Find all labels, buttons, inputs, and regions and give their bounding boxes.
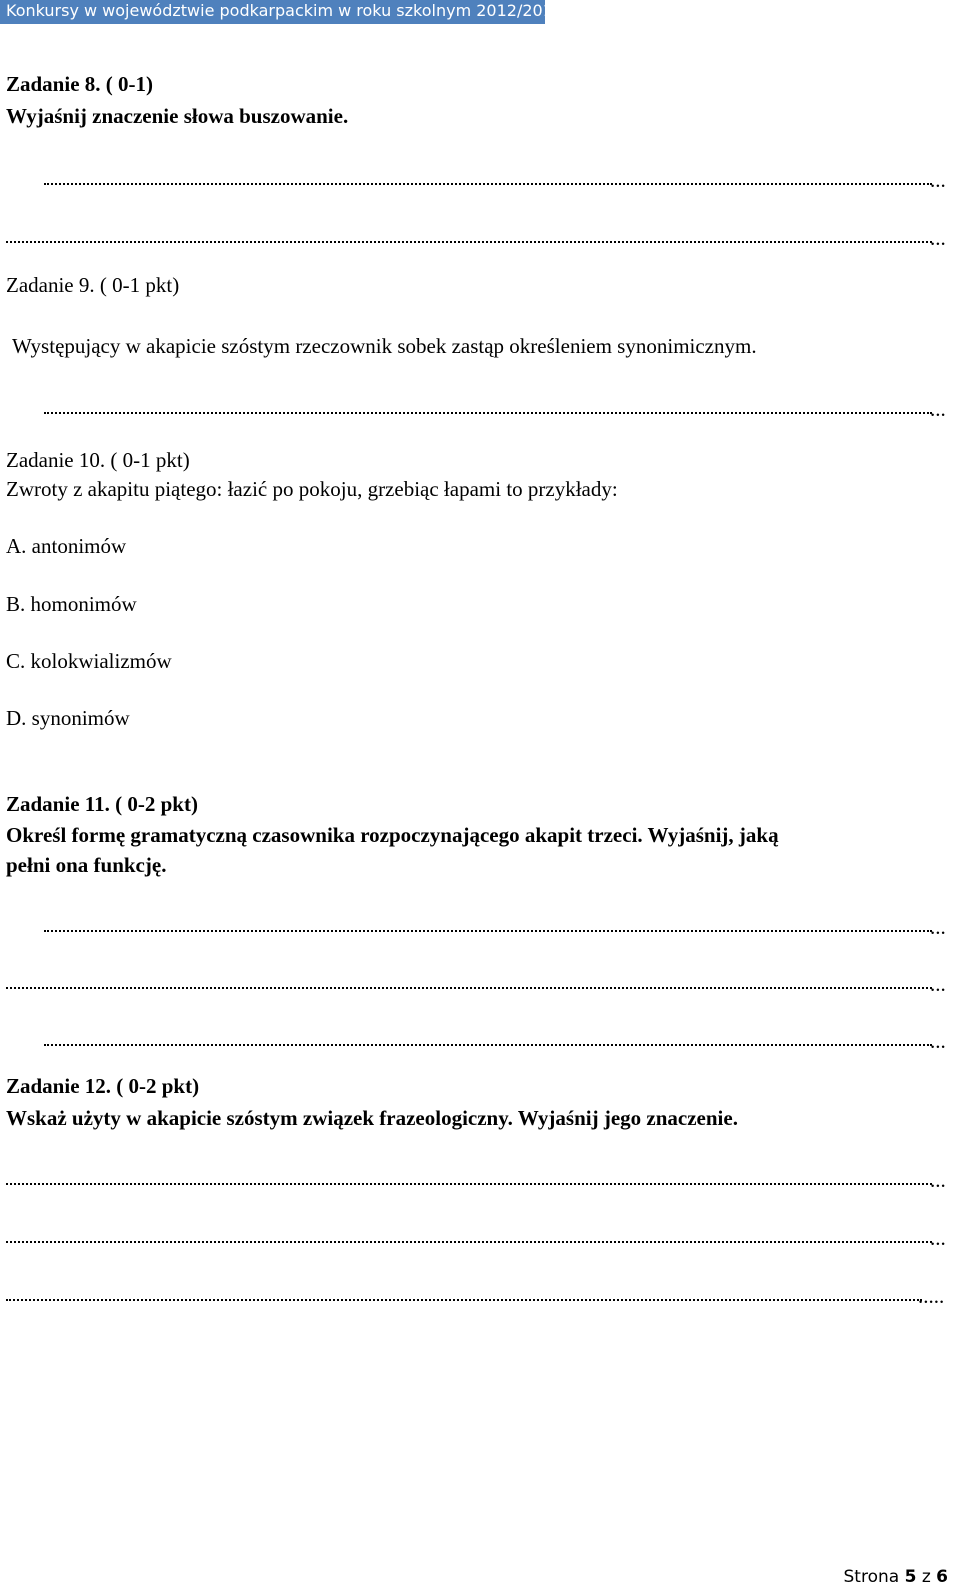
page-header-banner bbox=[0, 0, 564, 24]
task12-answer-line-2-end: ... bbox=[930, 1226, 946, 1250]
task8-answer-line-1[interactable] bbox=[44, 183, 932, 185]
page-header-title: Konkursy w województwie podkarpackim w roku szkolnym 2012/2013 bbox=[6, 1, 564, 20]
page-number-current: 5 bbox=[904, 1567, 917, 1587]
task9-heading: Zadanie 9. ( 0-1 pkt) bbox=[6, 273, 180, 297]
task11-answer-line-2[interactable] bbox=[6, 987, 932, 989]
task10-option-c: C. kolokwializmów bbox=[6, 649, 172, 673]
task8-question: Wyjaśnij znaczenie słowa buszowanie. bbox=[6, 104, 349, 128]
task12-answer-line-2[interactable] bbox=[6, 1241, 932, 1243]
task11-answer-line-2-end: ... bbox=[930, 972, 946, 996]
task11-answer-line-3[interactable] bbox=[44, 1044, 932, 1046]
task11-answer-line-1[interactable] bbox=[44, 930, 932, 932]
task12-answer-line-1[interactable] bbox=[6, 1183, 932, 1185]
task9-answer-line-end: ... bbox=[930, 397, 946, 421]
task11-question-line-2: pełni ona funkcję. bbox=[6, 853, 167, 877]
task9-question: Występujący w akapicie szóstym rzeczownik sobek zastąp określeniem synonimicznym. bbox=[12, 334, 757, 358]
task12-answer-line-3[interactable] bbox=[6, 1299, 922, 1301]
page-number-total: 6 bbox=[936, 1567, 948, 1587]
task11-answer-line-1-end: ... bbox=[930, 915, 946, 939]
task11-heading: Zadanie 11. ( 0-2 pkt) bbox=[6, 792, 198, 816]
task8-answer-line-1-end: ... bbox=[930, 168, 946, 192]
task9-answer-line[interactable] bbox=[44, 412, 932, 414]
task8-answer-line-2[interactable] bbox=[6, 241, 932, 243]
task11-question-line-1: Określ formę gramatyczną czasownika rozpoczynającego akapit trzeci. Wyjaśnij, jaką bbox=[6, 823, 779, 847]
task10-option-d: D. synonimów bbox=[6, 706, 130, 730]
page-number-prefix: Strona bbox=[843, 1567, 905, 1587]
task12-question: Wskaż użyty w akapicie szóstym związek frazeologiczny. Wyjaśnij jego znaczenie. bbox=[6, 1106, 738, 1130]
task10-option-b: B. homonimów bbox=[6, 592, 137, 616]
task12-answer-line-1-end: ... bbox=[930, 1168, 946, 1192]
task8-answer-line-2-end: ... bbox=[930, 226, 946, 250]
task10-question: Zwroty z akapitu piątego: łazić po pokoju, grzebiąc łapami to przykłady: bbox=[6, 477, 618, 501]
task11-answer-line-3-end: ... bbox=[930, 1029, 946, 1053]
task8-heading: Zadanie 8. ( 0-1) bbox=[6, 72, 153, 96]
page-number-separator: z bbox=[916, 1567, 937, 1587]
page-number bbox=[844, 1567, 949, 1587]
task12-answer-line-3-end: ..... bbox=[918, 1284, 945, 1308]
task10-heading: Zadanie 10. ( 0-1 pkt) bbox=[6, 448, 190, 472]
task10-option-a: A. antonimów bbox=[6, 534, 127, 558]
task12-heading: Zadanie 12. ( 0-2 pkt) bbox=[6, 1074, 200, 1098]
